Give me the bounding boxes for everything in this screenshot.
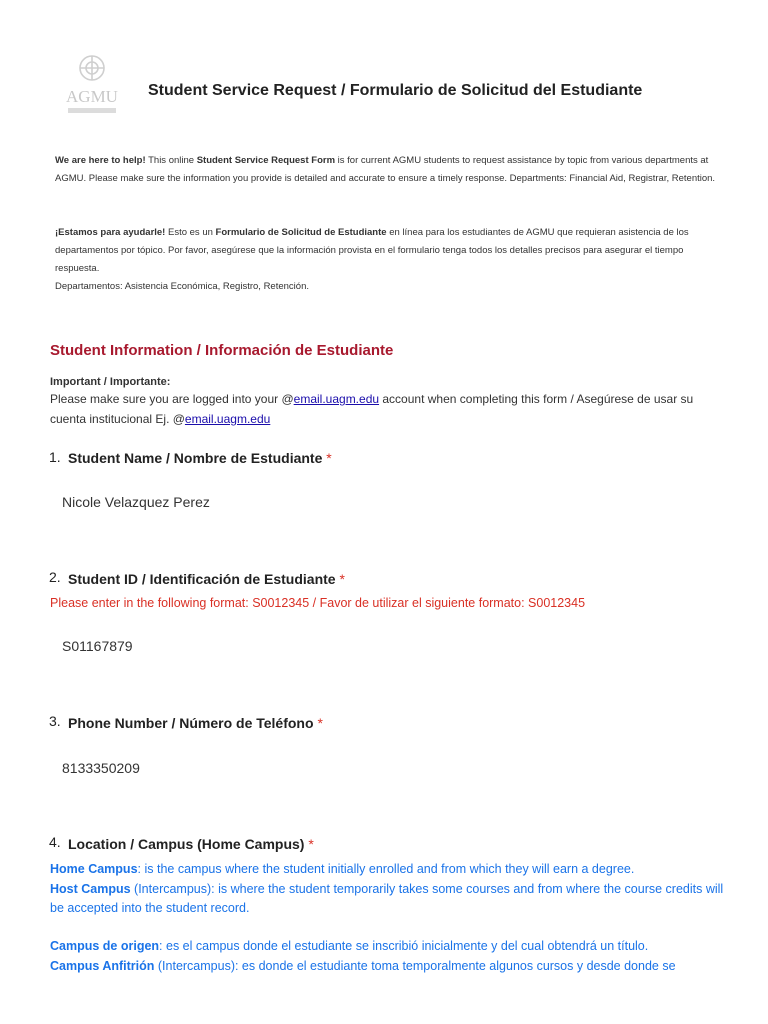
page-title: Student Service Request / Formulario de Solicitud del Estudiante [148, 82, 643, 99]
intro-english [55, 152, 717, 188]
campus-origen-term: Campus de origen [50, 939, 160, 953]
intro-text: en línea para los estudiantes de AGMU que requieran asistencia de los departamentos por tópico. Por favor, asegúrese que la información provista en el formulario tenga todos los detalles precisos para asegurar el tiempo respuesta. [55, 227, 689, 274]
student-id-answer[interactable]: S01167879 [62, 638, 133, 654]
intro-spanish [55, 224, 717, 296]
question-label-location [68, 836, 314, 852]
student-id-format-hint: Please enter in the following format: S0012345 / Favor de utilizar el siguiente formato: S0012345 [50, 596, 586, 610]
question-text: Location / Campus (Home Campus) [68, 836, 305, 852]
required-asterisk: * [317, 715, 323, 731]
intro-text: This online [145, 155, 197, 166]
question-text: Phone Number / Número de Teléfono [68, 715, 314, 731]
question-number: 4. [49, 834, 61, 850]
question-text: Student Name / Nombre de Estudiante [68, 450, 323, 466]
campus-anfitrion-desc: (Intercampus): es donde el estudiante toma temporalmente algunos cursos y desde donde se [154, 958, 676, 973]
intro-lead: We are here to help! [55, 155, 146, 166]
host-campus-desc: (Intercampus): is where the student temporarily takes some courses and from where the course credits will be accepted into the student record. [50, 881, 724, 915]
campus-description-spanish [50, 937, 730, 976]
important-label: Important / Importante: [50, 376, 171, 388]
question-number: 2. [49, 569, 61, 585]
question-number: 3. [49, 713, 61, 729]
campus-origen-desc: : es el campus donde el estudiante se inscribió inicialmente y del cual obtendrá un título. [159, 939, 649, 953]
required-asterisk: * [339, 571, 345, 587]
host-campus-term: Host Campus [50, 881, 131, 896]
important-text: Please make sure you are logged into your @ [50, 392, 294, 406]
question-label-student-name [68, 450, 332, 466]
question-text: Student ID / Identificación de Estudiante [68, 571, 336, 587]
home-campus-term: Home Campus [50, 862, 138, 876]
intro-text: is for current AGMU students to request assistance by topic from various departments at AGMU. Please make sure the information you provide is detailed and accurate to ensure a timely response. Departments: Financial Aid, Registrar, Retention. [55, 155, 716, 184]
important-text: account when completing this form / Asegúrese de usar su cuenta institucional Ej. @ [50, 392, 694, 426]
student-name-answer[interactable]: Nicole Velazquez Perez [62, 494, 210, 510]
email-link-2[interactable]: email.uagm.edu [184, 411, 271, 426]
question-label-phone [68, 715, 323, 731]
important-notice [50, 374, 730, 429]
home-campus-desc: : is the campus where the student initially enrolled and from which they will earn a degree. [137, 862, 635, 876]
agmu-logo [60, 50, 124, 120]
intro-form-name: Student Service Request Form [196, 155, 336, 166]
intro-departments: Departamentos: Asistencia Económica, Registro, Retención. [55, 281, 309, 292]
phone-answer[interactable]: 8133350209 [62, 760, 140, 776]
required-asterisk: * [308, 836, 314, 852]
campus-anfitrion-term: Campus Anfitrión [50, 958, 155, 973]
email-link[interactable]: email.uagm.edu [293, 392, 380, 406]
question-number: 1. [49, 449, 61, 465]
required-asterisk: * [326, 450, 332, 466]
section-title: Student Information / Información de Estudiante [50, 342, 394, 359]
intro-form-name: Formulario de Solicitud de Estudiante [215, 227, 387, 238]
intro-lead: ¡Estamos para ayudarle! [55, 227, 166, 238]
intro-text: Esto es un [165, 227, 216, 238]
question-label-student-id [68, 571, 345, 587]
campus-description-english [50, 860, 730, 919]
svg-text:AGMU: AGMU [66, 87, 118, 106]
